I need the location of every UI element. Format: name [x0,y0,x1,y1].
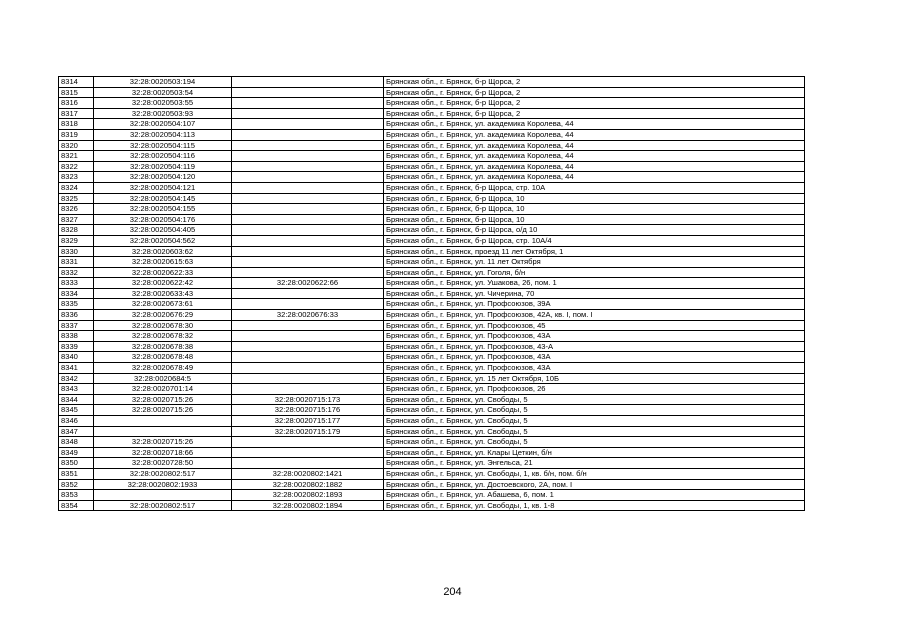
cadastral-number-cell: 32:28:0020678:48 [94,352,232,363]
cadastral-number-cell: 32:28:0020504:155 [94,204,232,215]
row-number-cell: 8342 [59,373,94,384]
linked-cadastral-number-cell [232,384,384,395]
table-row [59,426,805,437]
row-number-cell: 8314 [59,77,94,88]
row-number-cell: 8322 [59,161,94,172]
table-row [59,299,805,310]
row-number-cell: 8319 [59,129,94,140]
table-row [59,447,805,458]
address-cell: Брянская обл., г. Брянск, б-р Щорса, 2 [384,98,805,109]
table-row [59,479,805,490]
linked-cadastral-number-cell [232,108,384,119]
linked-cadastral-number-cell [232,267,384,278]
cadastral-number-cell: 32:28:0020715:26 [94,437,232,448]
linked-cadastral-number-cell [232,320,384,331]
table-row [59,458,805,469]
row-number-cell: 8315 [59,87,94,98]
linked-cadastral-number-cell [232,214,384,225]
row-number-cell: 8317 [59,108,94,119]
row-number-cell: 8329 [59,235,94,246]
address-cell: Брянская обл., г. Брянск, ул. Энгельса, 21 [384,458,805,469]
address-cell: Брянская обл., г. Брянск, ул. Профсоюзов, 26 [384,384,805,395]
address-cell: Брянская обл., г. Брянск, ул. Свободы, 5 [384,426,805,437]
row-number-cell: 8349 [59,447,94,458]
row-number-cell: 8339 [59,341,94,352]
cadastral-number-cell: 32:28:0020715:26 [94,394,232,405]
address-cell: Брянская обл., г. Брянск, ул. Свободы, 1, кв. 1-8 [384,500,805,511]
address-cell: Брянская обл., г. Брянск, б-р Щорса, 2 [384,77,805,88]
table-row [59,468,805,479]
table-row [59,77,805,88]
row-number-cell: 8335 [59,299,94,310]
linked-cadastral-number-cell [232,373,384,384]
cadastral-number-cell: 32:28:0020622:33 [94,267,232,278]
table-row [59,352,805,363]
linked-cadastral-number-cell [232,225,384,236]
table-row [59,151,805,162]
row-number-cell: 8338 [59,331,94,342]
row-number-cell: 8344 [59,394,94,405]
table-row [59,278,805,289]
table-row [59,129,805,140]
table-row [59,331,805,342]
table-row [59,182,805,193]
linked-cadastral-number-cell [232,246,384,257]
row-number-cell: 8346 [59,416,94,427]
cadastral-number-cell [94,490,232,501]
table-row [59,235,805,246]
table-row [59,490,805,501]
cadastral-number-cell: 32:28:0020504:121 [94,182,232,193]
cadastral-number-cell: 32:28:0020503:93 [94,108,232,119]
cadastral-number-cell: 32:28:0020504:120 [94,172,232,183]
linked-cadastral-number-cell [232,458,384,469]
cadastral-number-cell: 32:28:0020718:66 [94,447,232,458]
linked-cadastral-number-cell: 32:28:0020622:66 [232,278,384,289]
table-row [59,204,805,215]
address-cell: Брянская обл., г. Брянск, ул. Чичерина, 70 [384,288,805,299]
cadastral-number-cell: 32:28:0020678:30 [94,320,232,331]
table-row [59,172,805,183]
row-number-cell: 8325 [59,193,94,204]
address-cell: Брянская обл., г. Брянск, ул. академика Королева, 44 [384,161,805,172]
linked-cadastral-number-cell [232,161,384,172]
cadastral-number-cell: 32:28:0020615:63 [94,257,232,268]
linked-cadastral-number-cell [232,352,384,363]
row-number-cell: 8351 [59,468,94,479]
linked-cadastral-number-cell [232,204,384,215]
address-cell: Брянская обл., г. Брянск, ул. Профсоюзов, 39А [384,299,805,310]
linked-cadastral-number-cell [232,341,384,352]
row-number-cell: 8341 [59,363,94,374]
row-number-cell: 8332 [59,267,94,278]
address-cell: Брянская обл., г. Брянск, ул. Свободы, 5 [384,437,805,448]
linked-cadastral-number-cell [232,140,384,151]
table-row [59,500,805,511]
page-number: 204 [443,586,462,598]
cadastral-number-cell [94,426,232,437]
table-row [59,193,805,204]
linked-cadastral-number-cell [232,193,384,204]
registry-sheet [58,76,804,511]
linked-cadastral-number-cell [232,437,384,448]
row-number-cell: 8321 [59,151,94,162]
table-row [59,214,805,225]
row-number-cell: 8353 [59,490,94,501]
cadastral-number-cell: 32:28:0020504:562 [94,235,232,246]
cadastral-number-cell: 32:28:0020503:55 [94,98,232,109]
address-cell: Брянская обл., г. Брянск, б-р Щорса, 10 [384,214,805,225]
address-cell: Брянская обл., г. Брянск, ул. 15 лет Октября, 10Б [384,373,805,384]
row-number-cell: 8323 [59,172,94,183]
row-number-cell: 8318 [59,119,94,130]
cadastral-number-cell: 32:28:0020504:119 [94,161,232,172]
linked-cadastral-number-cell: 32:28:0020715:177 [232,416,384,427]
linked-cadastral-number-cell [232,129,384,140]
address-cell: Брянская обл., г. Брянск, б-р Щорса, о/д 10 [384,225,805,236]
address-cell: Брянская обл., г. Брянск, ул. Свободы, 5 [384,416,805,427]
linked-cadastral-number-cell: 32:28:0020802:1894 [232,500,384,511]
cadastral-number-cell: 32:28:0020728:50 [94,458,232,469]
table-row [59,98,805,109]
cadastral-number-cell: 32:28:0020503:194 [94,77,232,88]
cadastral-number-cell: 32:28:0020673:61 [94,299,232,310]
linked-cadastral-number-cell [232,119,384,130]
linked-cadastral-number-cell [232,235,384,246]
row-number-cell: 8345 [59,405,94,416]
address-cell: Брянская обл., г. Брянск, ул. Профсоюзов, 42А, кв. I, пом. I [384,310,805,321]
cadastral-number-cell: 32:28:0020715:26 [94,405,232,416]
linked-cadastral-number-cell: 32:28:0020802:1882 [232,479,384,490]
row-number-cell: 8348 [59,437,94,448]
row-number-cell: 8350 [59,458,94,469]
linked-cadastral-number-cell [232,98,384,109]
row-number-cell: 8352 [59,479,94,490]
address-cell: Брянская обл., г. Брянск, ул. Ушакова, 26, пом. 1 [384,278,805,289]
address-cell: Брянская обл., г. Брянск, б-р Щорса, стр. 10А/4 [384,235,805,246]
row-number-cell: 8354 [59,500,94,511]
linked-cadastral-number-cell [232,447,384,458]
table-row [59,267,805,278]
cadastral-number-cell: 32:28:0020504:113 [94,129,232,140]
address-cell: Брянская обл., г. Брянск, ул. Свободы, 5 [384,405,805,416]
cadastral-number-cell: 32:28:0020633:43 [94,288,232,299]
address-cell: Брянская обл., г. Брянск, б-р Щорса, стр. 10А [384,182,805,193]
row-number-cell: 8324 [59,182,94,193]
address-cell: Брянская обл., г. Брянск, ул. Гоголя, б/н [384,267,805,278]
table-row [59,373,805,384]
table-row [59,108,805,119]
linked-cadastral-number-cell: 32:28:0020802:1421 [232,468,384,479]
row-number-cell: 8337 [59,320,94,331]
linked-cadastral-number-cell: 32:28:0020715:179 [232,426,384,437]
row-number-cell: 8326 [59,204,94,215]
address-cell: Брянская обл., г. Брянск, ул. Профсоюзов, 43А [384,352,805,363]
address-cell: Брянская обл., г. Брянск, ул. Свободы, 5 [384,394,805,405]
cadastral-number-cell: 32:28:0020802:517 [94,468,232,479]
table-row [59,416,805,427]
address-cell: Брянская обл., г. Брянск, б-р Щорса, 10 [384,204,805,215]
address-cell: Брянская обл., г. Брянск, ул. Профсоюзов, 43А [384,363,805,374]
address-cell: Брянская обл., г. Брянск, ул. Профсоюзов, 43-А [384,341,805,352]
row-number-cell: 8333 [59,278,94,289]
address-cell: Брянская обл., г. Брянск, б-р Щорса, 10 [384,193,805,204]
row-number-cell: 8336 [59,310,94,321]
address-cell: Брянская обл., г. Брянск, ул. академика Королева, 44 [384,172,805,183]
cadastral-number-cell: 32:28:0020504:115 [94,140,232,151]
table-row [59,363,805,374]
cadastral-number-cell: 32:28:0020504:145 [94,193,232,204]
table-row [59,384,805,395]
cadastral-number-cell: 32:28:0020701:14 [94,384,232,395]
linked-cadastral-number-cell: 32:28:0020676:33 [232,310,384,321]
table-row [59,437,805,448]
cadastral-number-cell: 32:28:0020503:54 [94,87,232,98]
table-row [59,310,805,321]
linked-cadastral-number-cell [232,363,384,374]
row-number-cell: 8334 [59,288,94,299]
linked-cadastral-number-cell [232,288,384,299]
address-cell: Брянская обл., г. Брянск, ул. Достоевского, 2А, пом. I [384,479,805,490]
cadastral-number-cell: 32:28:0020504:107 [94,119,232,130]
table-row [59,225,805,236]
cadastral-number-cell: 32:28:0020802:517 [94,500,232,511]
address-cell: Брянская обл., г. Брянск, б-р Щорса, 2 [384,87,805,98]
cadastral-number-cell: 32:28:0020802:1933 [94,479,232,490]
row-number-cell: 8343 [59,384,94,395]
row-number-cell: 8327 [59,214,94,225]
table-row [59,394,805,405]
table-row [59,405,805,416]
linked-cadastral-number-cell: 32:28:0020802:1893 [232,490,384,501]
cadastral-number-cell: 32:28:0020684:5 [94,373,232,384]
address-cell: Брянская обл., г. Брянск, ул. академика Королева, 44 [384,119,805,130]
linked-cadastral-number-cell [232,257,384,268]
table-row [59,341,805,352]
table-row [59,257,805,268]
linked-cadastral-number-cell [232,331,384,342]
address-cell: Брянская обл., г. Брянск, ул. Свободы, 1, кв. б/н, пом. б/н [384,468,805,479]
cadastral-number-cell: 32:28:0020678:49 [94,363,232,374]
cadastral-number-cell: 32:28:0020678:32 [94,331,232,342]
table-row [59,119,805,130]
cadastral-number-cell: 32:28:0020603:62 [94,246,232,257]
cadastral-number-cell [94,416,232,427]
table-row [59,140,805,151]
cadastral-number-cell: 32:28:0020622:42 [94,278,232,289]
cadastral-number-cell: 32:28:0020678:38 [94,341,232,352]
address-cell: Брянская обл., г. Брянск, ул. Клары Цеткин, б/н [384,447,805,458]
address-cell: Брянская обл., г. Брянск, ул. академика Королева, 44 [384,151,805,162]
linked-cadastral-number-cell: 32:28:0020715:173 [232,394,384,405]
table-row [59,320,805,331]
cadastral-number-cell: 32:28:0020676:29 [94,310,232,321]
table-row [59,246,805,257]
row-number-cell: 8330 [59,246,94,257]
linked-cadastral-number-cell [232,299,384,310]
cadastral-number-cell: 32:28:0020504:405 [94,225,232,236]
address-cell: Брянская обл., г. Брянск, ул. Абашева, 6, пом. 1 [384,490,805,501]
cadastral-number-cell: 32:28:0020504:116 [94,151,232,162]
linked-cadastral-number-cell [232,77,384,88]
registry-table [58,76,805,511]
table-row [59,87,805,98]
address-cell: Брянская обл., г. Брянск, ул. Профсоюзов, 43А [384,331,805,342]
linked-cadastral-number-cell [232,87,384,98]
linked-cadastral-number-cell [232,182,384,193]
address-cell: Брянская обл., г. Брянск, б-р Щорса, 2 [384,108,805,119]
address-cell: Брянская обл., г. Брянск, ул. Профсоюзов, 45 [384,320,805,331]
linked-cadastral-number-cell: 32:28:0020715:176 [232,405,384,416]
cadastral-number-cell: 32:28:0020504:176 [94,214,232,225]
linked-cadastral-number-cell [232,151,384,162]
row-number-cell: 8320 [59,140,94,151]
row-number-cell: 8340 [59,352,94,363]
row-number-cell: 8331 [59,257,94,268]
address-cell: Брянская обл., г. Брянск, проезд 11 лет Октября, 1 [384,246,805,257]
row-number-cell: 8316 [59,98,94,109]
linked-cadastral-number-cell [232,172,384,183]
registry-table-body [59,77,805,511]
row-number-cell: 8328 [59,225,94,236]
address-cell: Брянская обл., г. Брянск, ул. академика Королева, 44 [384,140,805,151]
table-row [59,288,805,299]
address-cell: Брянская обл., г. Брянск, ул. 11 лет Октября [384,257,805,268]
row-number-cell: 8347 [59,426,94,437]
table-row [59,161,805,172]
address-cell: Брянская обл., г. Брянск, ул. академика Королева, 44 [384,129,805,140]
